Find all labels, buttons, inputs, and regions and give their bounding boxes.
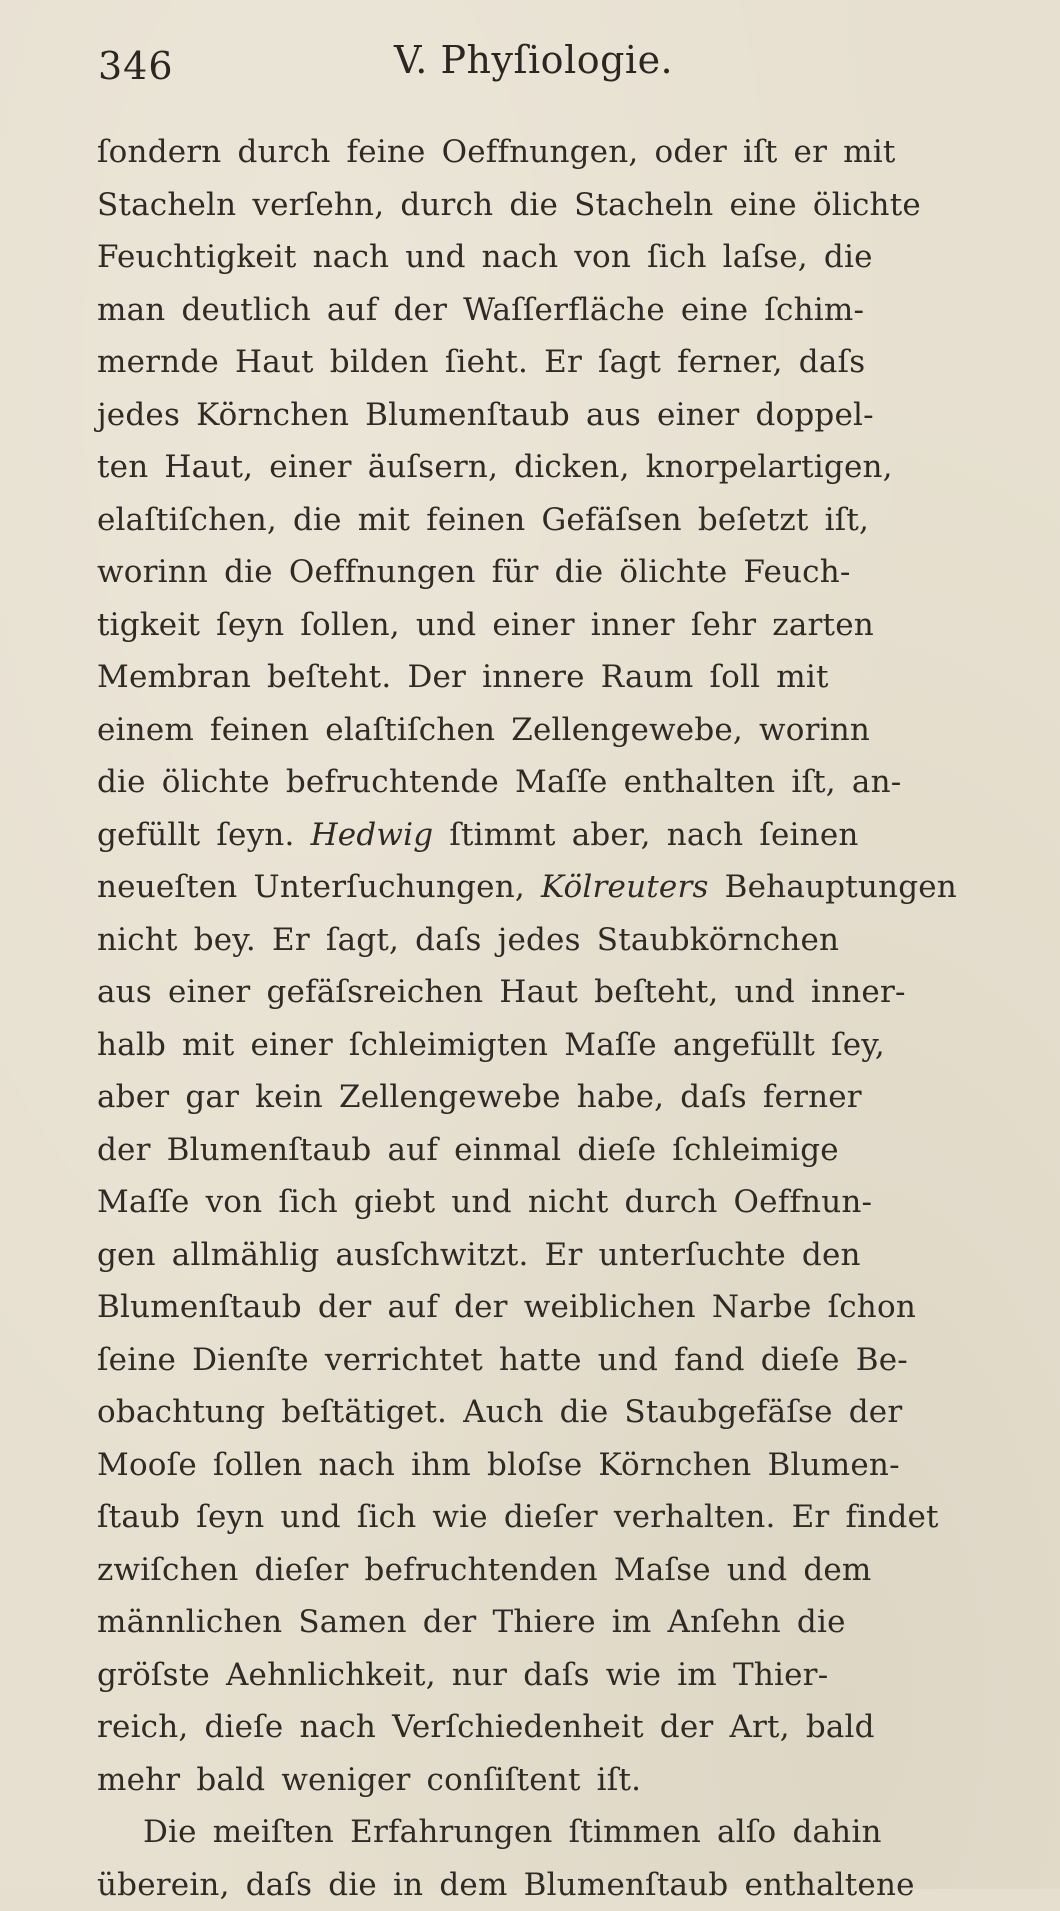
text-segment: gefüllt ſeyn. — [97, 817, 311, 853]
text-line: obachtung beſtätiget. Auch die Staubgefäſse der — [97, 1386, 1037, 1439]
text-line: worinn die Oeffnungen für die ölichte Feuch- — [97, 546, 1037, 599]
text-line: mernde Haut bilden ſieht. Er ſagt ferner, daſs — [97, 336, 1037, 389]
body-text — [97, 126, 1037, 1911]
text-line: zwiſchen dieſer befruchtenden Maſse und dem — [97, 1544, 1037, 1597]
text-line: Maſſe von ſich giebt und nicht durch Oeffnun- — [97, 1176, 1037, 1229]
text-line: die ölichte befruchtende Maſſe enthalten iſt, an- — [97, 756, 1037, 809]
text-segment: neueſten Unterſuchungen, — [97, 869, 541, 905]
text-line: jedes Körnchen Blumenſtaub aus einer doppel- — [97, 389, 1037, 442]
text-line: gen allmählig ausſchwitzt. Er unterſuchte den — [97, 1229, 1037, 1282]
text-line: reich, dieſe nach Verſchiedenheit der Art, bald — [97, 1701, 1037, 1754]
paragraph-start-line: Die meiſten Erfahrungen ſtimmen alſo dahin — [97, 1806, 1037, 1859]
page-number: 346 — [98, 44, 174, 88]
text-line: mehr bald weniger conſiſtent iſt. — [97, 1754, 1037, 1807]
text-line: nicht bey. Er ſagt, daſs jedes Staubkörnchen — [97, 914, 1037, 967]
text-line: Feuchtigkeit nach und nach von ſich laſse, die — [97, 231, 1037, 284]
author-name-hedwig: Hedwig — [311, 817, 434, 853]
text-line: ten Haut, einer äuſsern, dicken, knorpelartigen, — [97, 441, 1037, 494]
text-line: aber gar kein Zellengewebe habe, daſs ferner — [97, 1071, 1037, 1124]
text-segment: ſtimmt aber, nach ſeinen — [433, 817, 858, 853]
text-line: halb mit einer ſchleimigten Maſſe angefüllt ſey, — [97, 1019, 1037, 1072]
text-line: Membran beſteht. Der innere Raum ſoll mit — [97, 651, 1037, 704]
text-line: Blumenſtaub der auf der weiblichen Narbe ſchon — [97, 1281, 1037, 1334]
text-line — [97, 809, 1037, 862]
text-line: elaſtiſchen, die mit feinen Gefäſsen beſetzt iſt, — [97, 494, 1037, 547]
text-line: Stacheln verſehn, durch die Stacheln eine ölichte — [97, 179, 1037, 232]
text-segment: Behauptungen — [709, 869, 957, 905]
author-name-koelreuter: Kölreuters — [541, 869, 709, 905]
running-head: V. Phyſiologie. — [394, 38, 673, 82]
text-line: der Blumenſtaub auf einmal dieſe ſchleimige — [97, 1124, 1037, 1177]
text-line: gröſste Aehnlichkeit, nur daſs wie im Thier- — [97, 1649, 1037, 1702]
text-line: man deutlich auf der Waſſerfläche eine ſchim- — [97, 284, 1037, 337]
text-line: überein, daſs die in dem Blumenſtaub enthaltene — [97, 1859, 1037, 1911]
text-line: ſtaub ſeyn und ſich wie dieſer verhalten. Er findet — [97, 1491, 1037, 1544]
page-header — [98, 38, 958, 98]
text-line: ſondern durch feine Oeffnungen, oder iſt er mit — [97, 126, 1037, 179]
text-line: aus einer gefäſsreichen Haut beſteht, und inner- — [97, 966, 1037, 1019]
text-line: Mooſe ſollen nach ihm bloſse Körnchen Blumen- — [97, 1439, 1037, 1492]
text-line — [97, 861, 1037, 914]
text-line: männlichen Samen der Thiere im Anſehn die — [97, 1596, 1037, 1649]
text-line: einem feinen elaſtiſchen Zellengewebe, worinn — [97, 704, 1037, 757]
text-line: ſeine Dienſte verrichtet hatte und fand dieſe Be- — [97, 1334, 1037, 1387]
text-line: tigkeit ſeyn ſollen, und einer inner ſehr zarten — [97, 599, 1037, 652]
